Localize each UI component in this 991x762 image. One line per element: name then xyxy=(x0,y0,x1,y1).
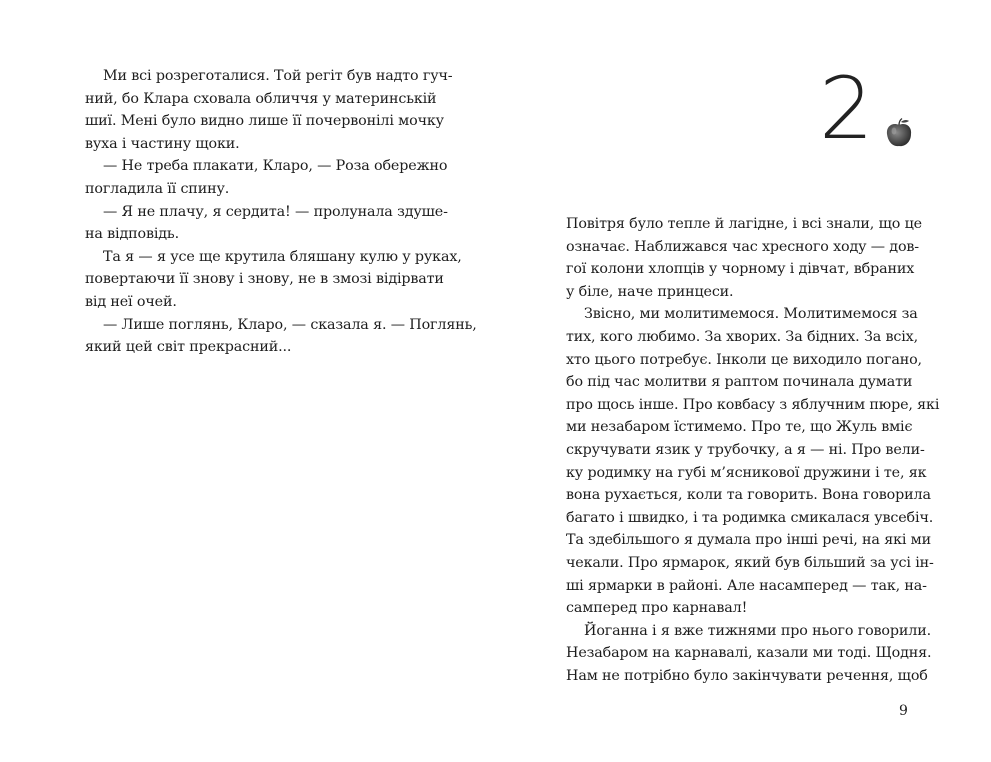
left-page xyxy=(0,0,495,762)
text-line: тих, кого любимо. За хворих. За бідних. За всіх, xyxy=(566,328,918,345)
text-line: вуха і частину щоки. xyxy=(85,135,240,152)
text-line: ний, бо Клара сховала обличчя у материнській xyxy=(85,90,437,107)
chapter-number: 2 xyxy=(819,59,872,159)
text-line: Нам не потрібно було закінчувати речення, щоб xyxy=(566,667,928,684)
text-line: — Я не плачу, я сердита! — пролунала здуше- xyxy=(103,203,448,220)
right-text-column xyxy=(566,213,940,687)
text-line: хто цього потребує. Інколи це виходило погано, xyxy=(566,351,922,368)
left-text-column xyxy=(85,65,477,359)
right-page xyxy=(495,0,991,762)
text-line: ми незабаром їстимемо. Про те, що Жуль вміє xyxy=(566,419,913,436)
text-line: погладила її спину. xyxy=(85,180,230,197)
apple-icon xyxy=(884,117,914,149)
text-line: Та здебільшого я думала про інші речі, на які ми xyxy=(566,532,932,549)
text-line: Повітря було тепле й лагідне, і всі знали, що це xyxy=(566,216,922,232)
text-line: — Лише поглянь, Кларо, — сказала я. — Поглянь, xyxy=(103,316,477,333)
text-line: ку родимку на губі м’ясникової дружини і те, як xyxy=(566,464,927,481)
text-line: у біле, наче принцеси. xyxy=(566,283,734,300)
text-line: Та я — я усе ще крутила бляшану кулю у руках, xyxy=(103,248,462,265)
text-line: повертаючи її знову і знову, не в змозі відірвати xyxy=(85,271,444,288)
text-line: чекали. Про ярмарок, який був більший за усі ін- xyxy=(566,554,934,571)
text-line: про щось інше. Про ковбасу з яблучним пюре, які xyxy=(566,396,940,413)
text-line: бо під час молитви я раптом починала думати xyxy=(566,374,913,391)
text-line: шиї. Мені було видно лише її почервонілі мочку xyxy=(85,113,444,130)
text-line: Звісно, ми молитимемося. Молитимемося за xyxy=(584,306,918,323)
text-line: Ми всі розреготалися. Той регіт був надто гуч- xyxy=(103,68,453,84)
text-line: від неї очей. xyxy=(85,293,177,310)
text-line: Йоганна і я вже тижнями про нього говорили. xyxy=(584,622,931,639)
text-line: самперед про карнавал! xyxy=(566,600,748,617)
text-line: Незабаром на карнавалі, казали ми тоді. Щодня. xyxy=(566,645,932,662)
text-line: означає. Наближався час хресного ходу — дов- xyxy=(566,238,919,255)
text-line: — Не треба плакати, Кларо, — Роза обережно xyxy=(103,158,448,175)
text-line: на відповідь. xyxy=(85,226,179,243)
text-line: вона рухається, коли та говорить. Вона говорила xyxy=(566,487,931,504)
text-line: скручувати язик у трубочку, а я — ні. Про вели- xyxy=(566,441,925,458)
text-line: який цей світ прекрасний... xyxy=(85,339,292,356)
text-line: гої колони хлопців у чорному і дівчат, вбраних xyxy=(566,261,915,278)
text-line: ші ярмарки в районі. Але насамперед — так, на- xyxy=(566,577,927,594)
page-number: 9 xyxy=(899,703,908,719)
text-line: багато і швидко, і та родимка смикалася увсебіч. xyxy=(566,509,934,526)
